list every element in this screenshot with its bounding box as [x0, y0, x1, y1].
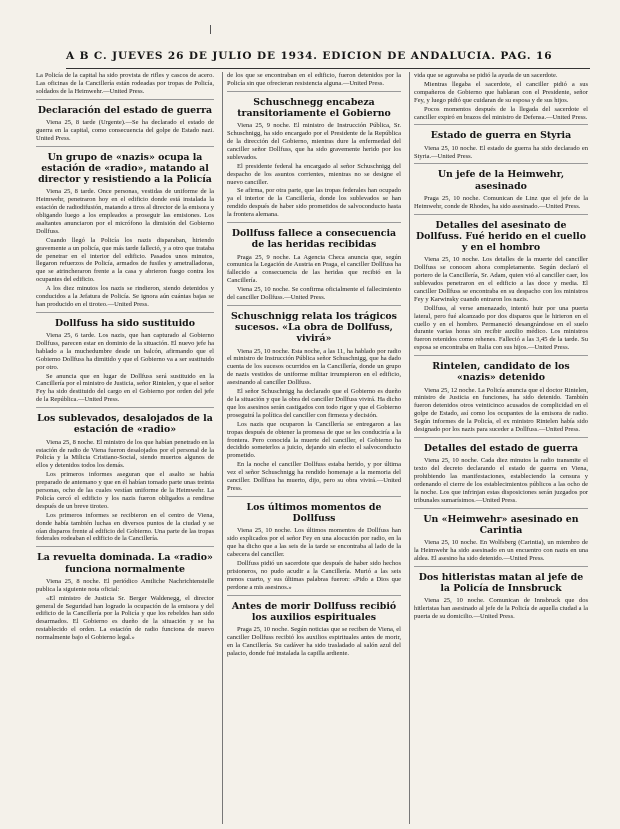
article-paragraph: Dollfuss, al verse amenazado, intentó huir por una puerta lateral, pero fué alcanzado por dos disparos que le hirieron en el cuello y en el hombro. Permaneció desangrándose en el suelo durante varias horas sin recibir auxilio médico. Los ministros fueron retenidos como rehenes. Falleció a las 3,45 de la tarde. Su esposa se encontraba en Italia con sus hijos.—United Press.: [413, 304, 588, 352]
column-3: [409, 72, 588, 824]
article-divider: [414, 124, 588, 125]
article-divider: [227, 91, 401, 92]
article-divider: [414, 214, 588, 215]
article-divider: [227, 595, 401, 596]
print-mark: [210, 25, 215, 34]
article-paragraph: «El ministro de Justicia Sr. Berger Waldenegg, el director general de Seguridad han logrado la ocupación de la emisora y del edificio de la Cancillería por la Policía y que los rebeldes han sido desarmados. El Gobierno es dueño de la situación y se ha restablecido el orden. La estación de radio funciona de nuevo normalmente bajo el Gobierno legal.»: [36, 594, 214, 642]
article-headline: Un jefe de la Heimwehr, asesinado: [437, 169, 565, 192]
article-headline: Rintelen, candidato de los «nazis» detenido: [432, 361, 570, 384]
columns: [36, 72, 588, 824]
article-paragraph: El señor Schuschnigg ha declarado que el Gobierno es dueño de la situación y que la obra del canciller Dollfuss vivirá. Ha dicho que los asesinos serán castigados con todo rigor y que el Gobierno proseguirá la política del canciller con firmeza y decisión.: [226, 388, 401, 419]
article-paragraph: Viena 25, 10 noche. En Wolfsberg (Carintia), un miembro de la Heimwehr ha sido asesinado en un encuentro con nazis en una aldea. El asesino ha sido detenido.—United Press.: [413, 539, 588, 562]
article-paragraph: Dollfuss pidió un sacerdote que después de haber sido hechos prisioneros, no pudo acudir a la Cancillería. Murió a las seis menos cuarto, y sus últimas palabras fueron: «Pido a Dios que perdone a mis asesinos.»: [226, 559, 401, 591]
article-divider: [414, 163, 588, 164]
article-headline: Detalles del asesinato de Dollfuss. Fué herido en el cuello y en el hombro: [415, 219, 586, 254]
article-divider: [414, 355, 588, 356]
article-divider: [36, 546, 214, 547]
article-paragraph: Viena 25, 10 noche. Cada diez minutos la radio transmite el texto del decreto declarando el estado de guerra en Viena, prohibiendo las manifestaciones, estableciendo la censura y ordenando el cierre de los establecimientos públicos a las ocho de la noche. Los que infrinjan estas disposiciones serán juzgados por tribunales sumarísimos.—United Press.: [413, 457, 588, 504]
article-headline: La revuelta dominada. La «radio» funciona normalmente: [37, 552, 213, 575]
article-headline: Detalles del estado de guerra: [423, 443, 579, 454]
article-paragraph: La Policía de la capital ha sido provista de rifles y cascos de acero. Las oficinas de la Cancillería están rodeadas por tropas de Policía, soldados de la Heimwehr.—United Press.: [36, 72, 214, 95]
article-paragraph: Praga 25, 10 noche. Comunican de Linz que el jefe de la Heimwehr, conde de Rhodes, ha sido asesinado.—United Press.: [413, 194, 588, 210]
article-headline: Los sublevados, desalojados de la estación de «radio»: [37, 413, 213, 436]
article-paragraph: Viena 25, 10 noche. Se confirma oficialmente el fallecimiento del canciller Dollfuss.—United Press.: [226, 286, 401, 302]
article-paragraph: Viena 25, 8 noche. El ministro de los que habían penetrado en la estación de radio de Viena fueron desalojados por el personal de la Policía y la Milicia Cristiano-Social, siendo muertos algunos de ellos y detenidos todos los demás.: [36, 438, 214, 470]
article-headline: Un grupo de «nazis» ocupa la estación de «radio», matando al director y resistiendo a la Policía: [38, 151, 212, 186]
article-paragraph: Cuando llegó la Policía los nazis disparaban, hiriendo gravemente a un policía, que más tarde falleció, y a otro que trataba de penetrar en el interior del edificio. Pasados unos minutos, llegaron refuerzos de Policía, armados de fusiles y ametralladoras, que se atrincheraron frente a la casa y abrieron fuego contra los ocupantes del edificio.: [36, 236, 214, 284]
article-headline: Declaración del estado de guerra: [37, 104, 213, 116]
article-divider: [414, 508, 588, 509]
article-paragraph: Viena 25, 8 tarde (Urgente).—Se ha declarado el estado de guerra en la capital, como consecuencia del golpe de Estado nazi. United Press.: [36, 118, 214, 142]
article-paragraph: Viena 25, 8 noche. El periódico Amtliche Nachrichtenstelle publica la siguiente nota oficial:: [36, 577, 214, 593]
article-divider: [414, 437, 588, 438]
article-divider: [36, 407, 214, 408]
article-paragraph: Viena 25, 12 noche. La Policía anuncia que el doctor Rintelen, ministro de Justicia en funciones, ha sido detenido. También fueron detenidos otros veinticinco acusados de complicidad en el golpe de Estado, así como los ocupantes de la emisora de radio. Según informes de la Policía, el ex ministro Rintelen había sido designado por los nazis para suceder a Dollfuss.—United Press.: [413, 386, 588, 434]
article-paragraph: Viena 25, 10 noche. Los últimos momentos de Dollfuss han sido explicados por el señor Fey en una alocución por radio, en la que ha dicho que a las seis de la tarde se encontraba al lado de la cabecera del canciller.: [226, 527, 401, 558]
masthead: A B C. JUEVES 26 DE JULIO DE 1934. EDICION DE ANDALUCIA. PAG. 16: [66, 50, 553, 62]
article-divider: [414, 566, 588, 567]
article-paragraph: Los primeros informes aseguran que el asalto se había preparado de antemano y que en él habían tomado parte unas treinta personas, ocho de las cuales vestían uniforme de la Heimwehr. La Policía cercó el edificio y los nazis fueron obligados a rendirse después de un breve tiroteo.: [36, 471, 214, 510]
article-paragraph: de los que se encontraban en el edificio, fueron detenidos por la Policía sin que ofrecieran resistencia alguna.—United Press.: [226, 72, 401, 87]
column-1: [36, 72, 214, 824]
article-headline: Schuschnigg relata los trágicos sucesos. «La obra de Dollfuss, vivirá»: [231, 310, 397, 345]
article-paragraph: vida que se agravaba se pidió la ayuda de un sacerdote.: [413, 72, 558, 79]
article-headline: Dollfuss ha sido sustituido: [54, 317, 195, 329]
article-paragraph: Praga 25, 9 noche. La Agencia Checa anuncia que, según comunica la Legación de Austria en Praga, el canciller Dollfuss ha fallecido a consecuencia de las heridas que recibió en la Cancillería.: [226, 253, 401, 285]
article-headline: Los últimos momentos de Dollfuss: [246, 501, 382, 525]
article-headline: Schuschnegg encabeza transitoriamente el Gobierno: [237, 96, 391, 120]
article-paragraph: Los nazis que ocuparon la Cancillería se entregaron a las tropas después de obtener la promesa de que se les conduciría a la frontera. Pero conocida la muerte del canciller, el Gobierno ha decidido someterlos a juicio, dejando sin efecto el salvoconducto prometido.: [226, 420, 401, 460]
article-headline: Estado de guerra en Styria: [430, 130, 572, 142]
article-paragraph: Viena 25, 8 tarde. Once personas, vestidas de uniforme de la Heimwehr, penetraron hoy en el edificio donde está instalada la estación de radiodifusión, matando a tiros al director de la emisora y obligando luego a los empleados a proseguir las emisiones. Los asaltantes anunciaron por el micrófono la dimisión del Gobierno Dollfuss.: [36, 188, 214, 235]
article-paragraph: Viena 25, 10 noche. Comunican de Innsbruck que dos hitleristas han asesinado al jefe de la Policía de aquella ciudad a la puerta de su domicilio.—United Press.: [413, 597, 588, 620]
article-divider: [36, 146, 214, 147]
article-divider: [227, 496, 401, 497]
article-paragraph: Viena 25, 9 noche. El ministro de Instrucción Pública, Sr. Schuschnigg, ha sido encargado por el Presidente de la República de la dirección del Gobierno, mientras dure la enfermedad del canciller señor Dollfuss, que ha sido gravemente herido por los sublevados.: [226, 122, 401, 161]
article-paragraph: Mientras llegaba el sacerdote, el canciller pidió a sus compañeros de Gobierno que hablaran con el Presidente, señor Fey, y luego pidió que cuidaran de su esposa y de sus hijos.: [413, 80, 588, 104]
article-headline: Un «Heimwehr» asesinado en Carintia: [423, 513, 579, 536]
article-paragraph: Viena 25, 10 noche. Esta noche, a las 11, ha hablado por radio el ministro de Instrucción Pública señor Schuschnigg, que ha dado cuenta de los sucesos ocurridos en la Cancillería, donde un grupo de nazis vestidos de uniforme militar irrumpieron en el edificio, asesinando al canciller Dollfuss.: [226, 347, 401, 387]
article-paragraph: Viena 25, 10 noche. Los detalles de la muerte del canciller Dollfuss se conocen ahora completamente. Según declaró el portero de la Cancillería, Sr. Adam, quien vió al canciller caer, los sublevados penetraron en el edificio a las doce y media. El canciller Dollfuss se encontraba en su despacho con los ministros Fey y Karwinsky cuando entraron los nazis.: [413, 256, 588, 303]
article-headline: Dos hitleristas matan al jefe de la Policía de Innsbruck: [418, 571, 584, 594]
article-paragraph: Los primeros informes se recibieron en el centro de Viena, donde había también luchas en diversos puntos de la ciudad y se oían disparos frente al edificio del Gobierno. Una parte de las tropas federales rodeaban el edificio de la Cancillería.: [36, 511, 214, 543]
article-paragraph: Pocos momentos después de la llegada del sacerdote el canciller expiró en brazos del ministro de Defensa.—United Press.: [413, 105, 588, 121]
article-paragraph: Viena 25, 6 tarde. Los nazis, que han capturado al Gobierno Dollfuss, parecen estar en dominio de la situación. El nuevo jefe ha hablado a la muchedumbre desde un balcón, afirmando que el Gobierno Dollfuss ha dimitido y que el Gobierno va a ser sustituido por otro.: [36, 332, 214, 371]
masthead-rule: [66, 68, 590, 69]
article-divider: [36, 312, 214, 313]
article-divider: [227, 222, 401, 223]
article-paragraph: El presidente federal ha encargado al señor Schuschnigg del despacho de los asuntos corrientes, mientras no se designe el nuevo canciller.: [226, 162, 401, 186]
article-paragraph: Se anuncia que en lugar de Dollfuss será sustituido en la Cancillería por el ministro de Justicia, señor Rintelen, y que el señor Fey ha sido destituido del cargo en el Gobierno por orden del jefe de la República.—United Press.: [36, 372, 214, 404]
article-paragraph: Viena 25, 10 noche. El estado de guerra ha sido declarado en Styria.—United Press.: [413, 144, 588, 160]
article-divider: [36, 99, 214, 100]
article-paragraph: En la noche el canciller Dollfuss estaba herido, y por última vez el señor Schuschnigg ha rendido homenaje a la memoria del canciller. Dollfuss ha muerto, dijo, pero su obra vivirá.—United Press.: [226, 461, 401, 492]
article-paragraph: A los diez minutos los nazis se rindieron, siendo detenidos y conducidos a la Jefatura de Policía. Se ignora aún cuántas bajas se han producido en el tiroteo.—United Press.: [36, 285, 214, 308]
column-2: [222, 72, 401, 824]
article-headline: Antes de morir Dollfuss recibió los auxilios espirituales: [231, 600, 397, 623]
article-paragraph: Se afirma, por otra parte, que las tropas federales han ocupado ya el interior de la Cancillería, donde los sublevados se han rendido después de haber sido prometidos de salvoconducto hasta la frontera alemana.: [226, 187, 401, 219]
article-headline: Dollfuss fallece a consecuencia de las heridas recibidas: [231, 228, 397, 251]
article-paragraph: Praga 25, 10 noche. Según noticias que se reciben de Viena, el canciller Dollfuss recibió los auxilios espirituales antes de morir, en la Cancillería. Su cadáver ha sido trasladado al salón azul del palacio, donde fué instalada la capilla ardiente.: [226, 625, 401, 657]
article-divider: [227, 305, 401, 306]
